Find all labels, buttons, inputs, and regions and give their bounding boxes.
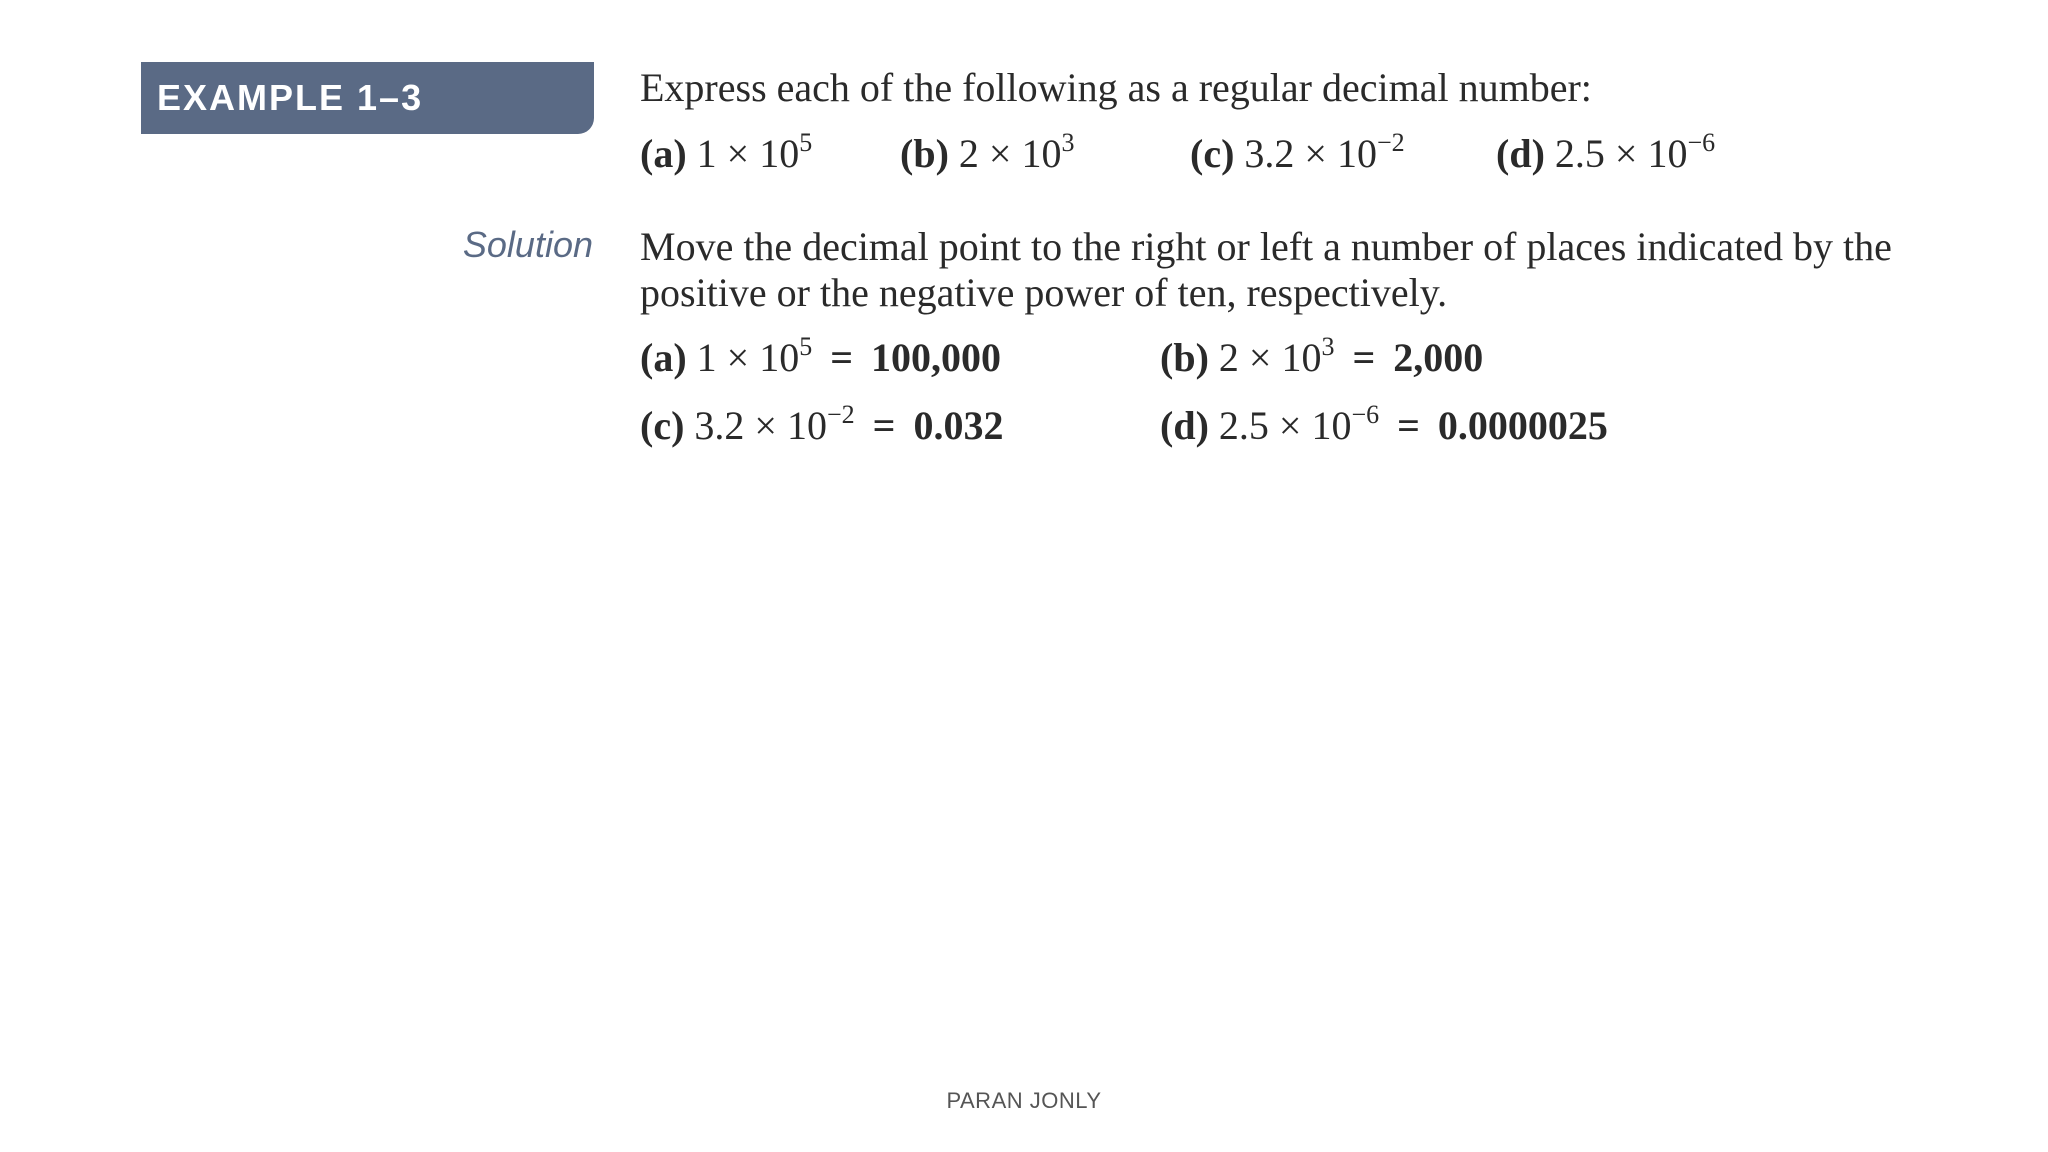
answer-label: (d) [1160,403,1209,448]
answer-label: (b) [1160,335,1209,380]
item-exponent: 3 [1061,128,1075,157]
problem-item-d [1496,130,1715,177]
answer-label: (c) [640,403,685,448]
answer-b [1160,334,1483,381]
answer-label: (a) [640,335,687,380]
problem-item-a [640,130,812,177]
item-exponent: −6 [1687,128,1716,157]
item-mantissa: 1 × 10 [696,131,800,176]
equals-sign: = [1397,403,1420,448]
answer-result: 100,000 [871,335,1001,380]
answer-d [1160,402,1608,449]
answer-exponent: 5 [799,332,813,361]
item-mantissa: 2 × 10 [958,131,1062,176]
item-label: (d) [1496,131,1545,176]
solution-label: Solution [462,224,593,265]
answer-exponent: −6 [1351,400,1380,429]
problem-item-c [1190,130,1405,177]
answer-result: 0.032 [913,403,1004,448]
problem-item-b [900,130,1074,177]
answer-mantissa: 3.2 × 10 [694,403,827,448]
item-mantissa: 2.5 × 10 [1554,131,1688,176]
answer-exponent: 3 [1321,332,1335,361]
item-label: (c) [1190,131,1235,176]
answer-c [640,402,1003,449]
example-banner [141,62,594,134]
item-exponent: −2 [1376,128,1405,157]
answer-exponent: −2 [826,400,855,429]
equals-sign: = [1352,335,1376,380]
item-label: (a) [640,131,687,176]
item-label: (b) [900,131,949,176]
problem-prompt: Express each of the following as a regular decimal number: [640,65,1592,110]
answer-result: 2,000 [1393,335,1484,380]
solution-text: Move the decimal point to the right or left a number of places indicated by the positive or the negative power of ten, respectively. [640,224,1892,315]
answer-mantissa: 1 × 10 [696,335,800,380]
answer-mantissa: 2 × 10 [1218,335,1322,380]
answer-result: 0.0000025 [1437,403,1608,448]
footer-author: PARAN JONLY [946,1088,1102,1113]
item-exponent: 5 [799,128,813,157]
answer-mantissa: 2.5 × 10 [1218,403,1352,448]
equals-sign: = [872,403,896,448]
item-mantissa: 3.2 × 10 [1244,131,1377,176]
answer-a [640,334,1001,381]
equals-sign: = [830,335,853,380]
example-title: EXAMPLE 1–3 [157,77,424,118]
